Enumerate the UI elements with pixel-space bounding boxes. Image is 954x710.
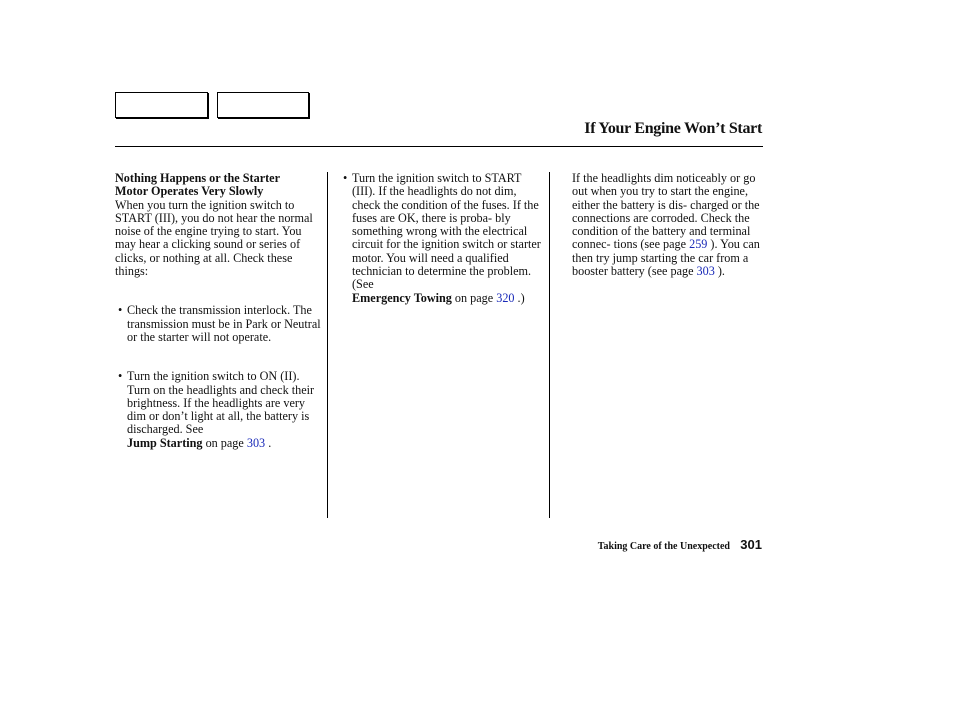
on-page-text: on page xyxy=(451,290,497,305)
section-heading xyxy=(115,172,325,199)
page-link-303[interactable]: 303 xyxy=(246,435,266,450)
bullet-end: . xyxy=(265,435,272,450)
page-title: If Your Engine Won’t Start xyxy=(584,120,762,137)
bullet-headlights xyxy=(115,370,325,450)
column-2 xyxy=(340,172,545,305)
title-rule xyxy=(115,146,763,147)
bullet-headlights-text: Turn the ignition switch to ON (II). Turn on the headlights and check their brightness. If the headlights are very dim or don’t light at all, the battery is discharged. See xyxy=(127,369,315,437)
bullet-end: .) xyxy=(514,290,525,305)
jump-starting-ref: Jump Starting xyxy=(127,435,203,450)
intro-paragraph: When you turn the ignition switch to START (III), you do not hear the normal noise of the engine trying to start. You may hear a clicking sound or series of clicks, or nothing at all. Check these things: xyxy=(115,197,313,279)
bullet-start-switch-text: Turn the ignition switch to START (III). If the headlights do not dim, check the condition of the fuses. If the fuses are OK, there is proba- bly something wrong with the electrical circuit for the ignition switch or starter motor. You will need a qualified technician to determine the problem. (See xyxy=(352,171,541,292)
battery-paragraph xyxy=(572,172,764,278)
nav-button-previous[interactable] xyxy=(115,92,208,118)
section-heading-line2: Motor Operates Very Slowly xyxy=(115,184,264,199)
page-number: 301 xyxy=(740,537,762,552)
bullet-interlock: • Check the transmission interlock. The transmission must be in Park or Neutral or the starter will not operate. xyxy=(115,304,325,344)
on-page-text: on page xyxy=(202,435,247,450)
column-1 xyxy=(115,172,325,450)
battery-text-b: ). You can then try jump starting the car from a booster battery (see page xyxy=(572,237,760,279)
page-link-259[interactable]: 259 xyxy=(689,237,708,252)
emergency-towing-ref: Emergency Towing xyxy=(352,290,452,305)
battery-text-a: If the headlights dim noticeably or go out when you try to start the engine, either the battery is dis- charged or the connections are corroded. Check the condition of the battery and terminal connec- tions (see page xyxy=(572,171,760,252)
footer-section-label: Taking Care of the Unexpected xyxy=(597,541,730,552)
battery-text-c: ). xyxy=(714,264,725,279)
page-link-303[interactable]: 303 xyxy=(696,264,715,279)
column-3 xyxy=(572,172,764,278)
column-divider xyxy=(549,172,550,518)
section-heading-line1: Nothing Happens or the Starter xyxy=(115,171,280,185)
page-link-320[interactable]: 320 xyxy=(496,290,515,305)
bullet-start-switch xyxy=(340,172,545,305)
nav-button-next[interactable] xyxy=(217,92,309,118)
column-divider xyxy=(327,172,328,518)
